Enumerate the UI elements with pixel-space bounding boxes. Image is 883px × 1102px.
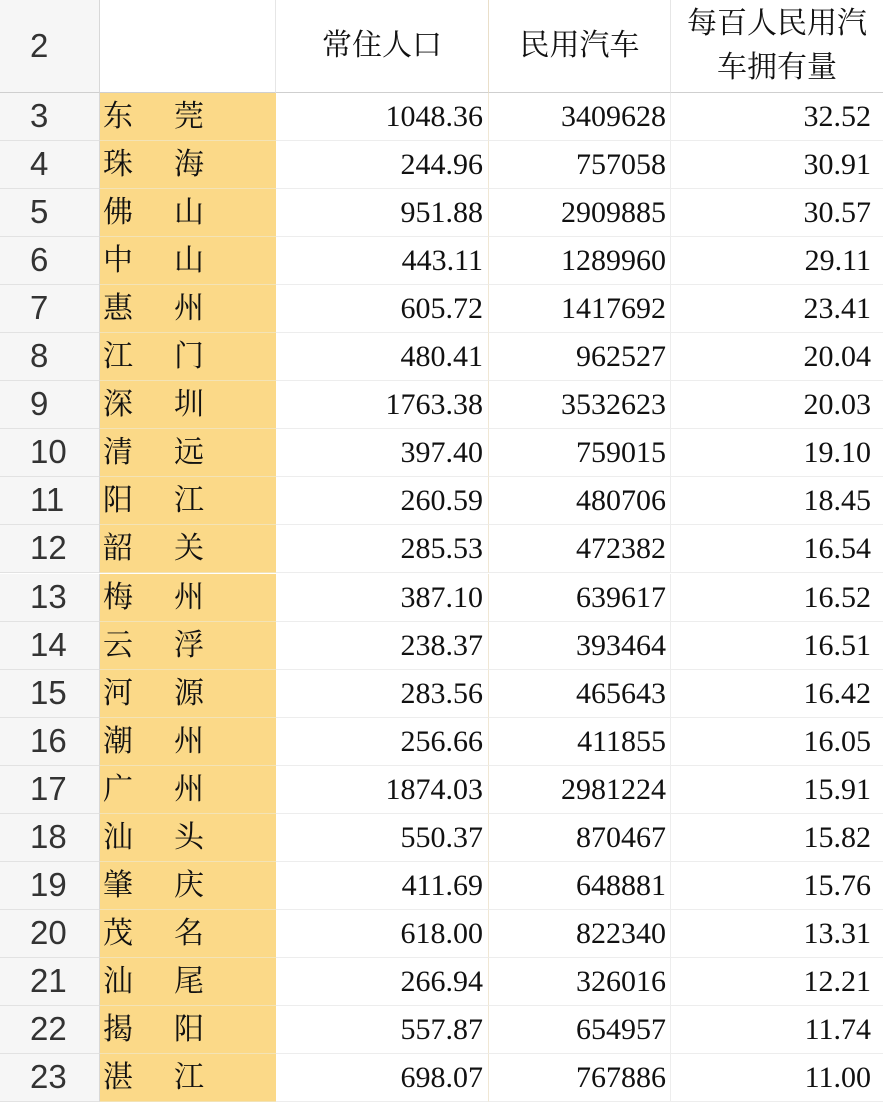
table-row bbox=[0, 622, 883, 670]
table-row bbox=[0, 333, 883, 381]
city-char-1: 惠 bbox=[103, 291, 133, 327]
city-char-2: 庆 bbox=[174, 867, 204, 903]
city-header-cell[interactable] bbox=[100, 0, 276, 93]
city-char-2: 关 bbox=[174, 531, 204, 567]
city-cell[interactable] bbox=[100, 285, 276, 333]
city-char-2: 江 bbox=[174, 1060, 204, 1095]
cars-header-cell[interactable]: 民用汽车 bbox=[488, 0, 670, 93]
row-number-cell[interactable]: 9 bbox=[0, 381, 100, 429]
city-cell[interactable] bbox=[100, 93, 276, 141]
rate-cell[interactable]: 23.41 bbox=[670, 285, 883, 333]
city-char-1: 茂 bbox=[103, 915, 133, 951]
rate-cell[interactable]: 19.10 bbox=[670, 429, 883, 477]
population-cell[interactable]: 605.72 bbox=[276, 285, 488, 333]
cars-cell[interactable]: 1417692 bbox=[488, 285, 670, 333]
city-char-2: 源 bbox=[174, 675, 204, 711]
table-row bbox=[0, 237, 883, 285]
row-number-cell[interactable]: 21 bbox=[0, 958, 100, 1006]
city-cell[interactable] bbox=[100, 814, 276, 862]
city-char-1: 广 bbox=[103, 771, 133, 807]
table-row bbox=[0, 477, 883, 525]
row-number-cell[interactable]: 5 bbox=[0, 189, 100, 237]
cars-cell[interactable]: 326016 bbox=[488, 958, 670, 1006]
rate-cell[interactable]: 15.76 bbox=[670, 862, 883, 910]
rate-header-line2: 车拥有量 bbox=[717, 50, 837, 85]
row-number-cell[interactable]: 17 bbox=[0, 766, 100, 814]
population-cell[interactable]: 256.66 bbox=[276, 718, 488, 766]
rate-cell[interactable]: 11.00 bbox=[670, 1054, 883, 1102]
city-char-2: 门 bbox=[174, 339, 204, 375]
city-cell[interactable] bbox=[100, 622, 276, 670]
population-cell[interactable]: 266.94 bbox=[276, 958, 488, 1006]
city-char-1: 云 bbox=[103, 627, 133, 663]
city-cell[interactable] bbox=[100, 574, 276, 622]
row-number-cell[interactable]: 4 bbox=[0, 141, 100, 189]
rate-cell[interactable]: 32.52 bbox=[670, 93, 883, 141]
cars-cell[interactable]: 767886 bbox=[488, 1054, 670, 1102]
city-char-1: 湛 bbox=[103, 1060, 133, 1095]
city-cell[interactable] bbox=[100, 477, 276, 525]
rate-cell[interactable]: 30.57 bbox=[670, 189, 883, 237]
population-cell[interactable]: 285.53 bbox=[276, 525, 488, 573]
city-char-1: 揭 bbox=[103, 1011, 133, 1047]
row-number-cell[interactable]: 22 bbox=[0, 1006, 100, 1054]
city-cell[interactable] bbox=[100, 189, 276, 237]
rate-cell[interactable]: 15.91 bbox=[670, 766, 883, 814]
city-char-1: 河 bbox=[103, 675, 133, 711]
table-row bbox=[0, 862, 883, 910]
city-char-1: 阳 bbox=[103, 483, 133, 519]
population-cell[interactable]: 397.40 bbox=[276, 429, 488, 477]
city-char-1: 韶 bbox=[103, 531, 133, 567]
table-row bbox=[0, 285, 883, 333]
row-number-cell[interactable]: 11 bbox=[0, 477, 100, 525]
population-cell[interactable]: 411.69 bbox=[276, 862, 488, 910]
population-cell[interactable]: 260.59 bbox=[276, 477, 488, 525]
population-cell[interactable]: 443.11 bbox=[276, 237, 488, 285]
row-number-cell[interactable]: 16 bbox=[0, 718, 100, 766]
city-char-2: 江 bbox=[174, 483, 204, 519]
city-cell[interactable] bbox=[100, 766, 276, 814]
cars-cell[interactable]: 3409628 bbox=[488, 93, 670, 141]
city-cell[interactable] bbox=[100, 910, 276, 958]
row-number-cell[interactable]: 14 bbox=[0, 622, 100, 670]
row-number-cell[interactable]: 8 bbox=[0, 333, 100, 381]
cars-cell[interactable]: 1289960 bbox=[488, 237, 670, 285]
population-cell[interactable]: 1763.38 bbox=[276, 381, 488, 429]
table-row bbox=[0, 429, 883, 477]
city-cell[interactable] bbox=[100, 862, 276, 910]
table-row bbox=[0, 189, 883, 237]
population-cell[interactable]: 618.00 bbox=[276, 910, 488, 958]
population-cell[interactable]: 480.41 bbox=[276, 333, 488, 381]
city-char-1: 深 bbox=[103, 387, 133, 423]
city-cell[interactable] bbox=[100, 958, 276, 1006]
city-char-1: 佛 bbox=[103, 195, 133, 231]
city-cell[interactable] bbox=[100, 1054, 276, 1102]
city-char-2: 海 bbox=[174, 147, 204, 183]
cars-cell[interactable]: 2981224 bbox=[488, 766, 670, 814]
city-char-2: 尾 bbox=[174, 963, 204, 999]
rate-cell[interactable]: 16.05 bbox=[670, 718, 883, 766]
rate-header-cell[interactable] bbox=[670, 0, 883, 93]
city-char-2: 圳 bbox=[174, 387, 204, 423]
table-row bbox=[0, 1054, 883, 1102]
city-char-1: 潮 bbox=[103, 723, 133, 759]
table-row bbox=[0, 670, 883, 718]
city-cell[interactable] bbox=[100, 670, 276, 718]
rate-cell[interactable]: 12.21 bbox=[670, 958, 883, 1006]
row-number-cell[interactable]: 12 bbox=[0, 525, 100, 573]
rate-cell[interactable]: 20.03 bbox=[670, 381, 883, 429]
rate-cell[interactable]: 30.91 bbox=[670, 141, 883, 189]
city-char-2: 浮 bbox=[174, 627, 204, 663]
rate-cell[interactable]: 16.42 bbox=[670, 670, 883, 718]
table-row bbox=[0, 1006, 883, 1054]
cars-cell[interactable]: 472382 bbox=[488, 525, 670, 573]
city-char-2: 山 bbox=[174, 243, 204, 279]
city-cell[interactable] bbox=[100, 141, 276, 189]
population-cell[interactable]: 698.07 bbox=[276, 1054, 488, 1102]
city-char-2: 远 bbox=[174, 435, 204, 471]
table-row bbox=[0, 141, 883, 189]
rate-cell[interactable]: 20.04 bbox=[670, 333, 883, 381]
table-row bbox=[0, 766, 883, 814]
header-row bbox=[0, 0, 883, 93]
cars-cell[interactable]: 962527 bbox=[488, 333, 670, 381]
table-row bbox=[0, 381, 883, 429]
cars-cell[interactable]: 465643 bbox=[488, 670, 670, 718]
city-char-1: 清 bbox=[103, 435, 133, 471]
row-number-cell[interactable]: 2 bbox=[0, 0, 100, 93]
row-number-cell[interactable]: 6 bbox=[0, 237, 100, 285]
city-char-1: 汕 bbox=[103, 819, 133, 855]
cars-cell[interactable]: 639617 bbox=[488, 574, 670, 622]
city-char-2: 莞 bbox=[174, 99, 204, 134]
population-cell[interactable]: 1874.03 bbox=[276, 766, 488, 814]
population-cell[interactable]: 1048.36 bbox=[276, 93, 488, 141]
city-cell[interactable] bbox=[100, 718, 276, 766]
city-char-2: 名 bbox=[174, 915, 204, 951]
cars-cell[interactable]: 480706 bbox=[488, 477, 670, 525]
rate-cell[interactable]: 16.52 bbox=[670, 574, 883, 622]
row-number-cell[interactable]: 3 bbox=[0, 93, 100, 141]
row-number-cell[interactable]: 18 bbox=[0, 814, 100, 862]
cars-cell[interactable]: 757058 bbox=[488, 141, 670, 189]
cars-cell[interactable]: 870467 bbox=[488, 814, 670, 862]
rate-cell[interactable]: 16.51 bbox=[670, 622, 883, 670]
rate-cell[interactable]: 11.74 bbox=[670, 1006, 883, 1054]
city-char-1: 东 bbox=[103, 99, 133, 134]
cars-cell[interactable]: 822340 bbox=[488, 910, 670, 958]
table-row bbox=[0, 574, 883, 622]
city-char-2: 州 bbox=[174, 723, 204, 759]
rate-header-line1: 每百人民用汽 bbox=[687, 6, 867, 41]
row-number-cell[interactable]: 20 bbox=[0, 910, 100, 958]
population-cell[interactable]: 951.88 bbox=[276, 189, 488, 237]
cars-cell[interactable]: 759015 bbox=[488, 429, 670, 477]
rate-cell[interactable]: 16.54 bbox=[670, 525, 883, 573]
rate-cell[interactable]: 13.31 bbox=[670, 910, 883, 958]
cars-cell[interactable]: 2909885 bbox=[488, 189, 670, 237]
row-number-cell[interactable]: 23 bbox=[0, 1054, 100, 1102]
cars-cell[interactable]: 3532623 bbox=[488, 381, 670, 429]
population-cell[interactable]: 550.37 bbox=[276, 814, 488, 862]
city-char-2: 州 bbox=[174, 579, 204, 615]
city-cell[interactable] bbox=[100, 525, 276, 573]
city-cell[interactable] bbox=[100, 333, 276, 381]
city-char-1: 梅 bbox=[103, 579, 133, 615]
row-number-cell[interactable]: 19 bbox=[0, 862, 100, 910]
city-char-1: 中 bbox=[103, 243, 133, 279]
city-char-2: 头 bbox=[174, 819, 204, 855]
city-cell[interactable] bbox=[100, 1006, 276, 1054]
row-number-cell[interactable]: 13 bbox=[0, 574, 100, 622]
population-cell[interactable]: 283.56 bbox=[276, 670, 488, 718]
row-number-cell[interactable]: 7 bbox=[0, 285, 100, 333]
city-char-1: 汕 bbox=[103, 963, 133, 999]
table-row bbox=[0, 910, 883, 958]
city-cell[interactable] bbox=[100, 381, 276, 429]
row-number-cell[interactable]: 10 bbox=[0, 429, 100, 477]
rate-cell[interactable]: 29.11 bbox=[670, 237, 883, 285]
population-cell[interactable]: 238.37 bbox=[276, 622, 488, 670]
rate-cell[interactable]: 18.45 bbox=[670, 477, 883, 525]
city-char-1: 肇 bbox=[103, 867, 133, 903]
table-row bbox=[0, 958, 883, 1006]
row-number-cell[interactable]: 15 bbox=[0, 670, 100, 718]
table-row bbox=[0, 525, 883, 573]
cars-cell[interactable]: 654957 bbox=[488, 1006, 670, 1054]
cars-cell[interactable]: 411855 bbox=[488, 718, 670, 766]
population-cell[interactable]: 557.87 bbox=[276, 1006, 488, 1054]
city-char-2: 州 bbox=[174, 291, 204, 327]
city-char-1: 江 bbox=[103, 339, 133, 375]
rate-cell[interactable]: 15.82 bbox=[670, 814, 883, 862]
cars-cell[interactable]: 648881 bbox=[488, 862, 670, 910]
city-char-2: 山 bbox=[174, 195, 204, 231]
table-row bbox=[0, 814, 883, 862]
city-char-2: 州 bbox=[174, 771, 204, 807]
city-cell[interactable] bbox=[100, 429, 276, 477]
city-char-2: 阳 bbox=[174, 1011, 204, 1047]
population-header-cell[interactable]: 常住人口 bbox=[276, 0, 488, 93]
cars-cell[interactable]: 393464 bbox=[488, 622, 670, 670]
population-cell[interactable]: 387.10 bbox=[276, 574, 488, 622]
table-row bbox=[0, 718, 883, 766]
city-cell[interactable] bbox=[100, 237, 276, 285]
city-char-1: 珠 bbox=[103, 147, 133, 183]
table-row bbox=[0, 93, 883, 141]
population-cell[interactable]: 244.96 bbox=[276, 141, 488, 189]
